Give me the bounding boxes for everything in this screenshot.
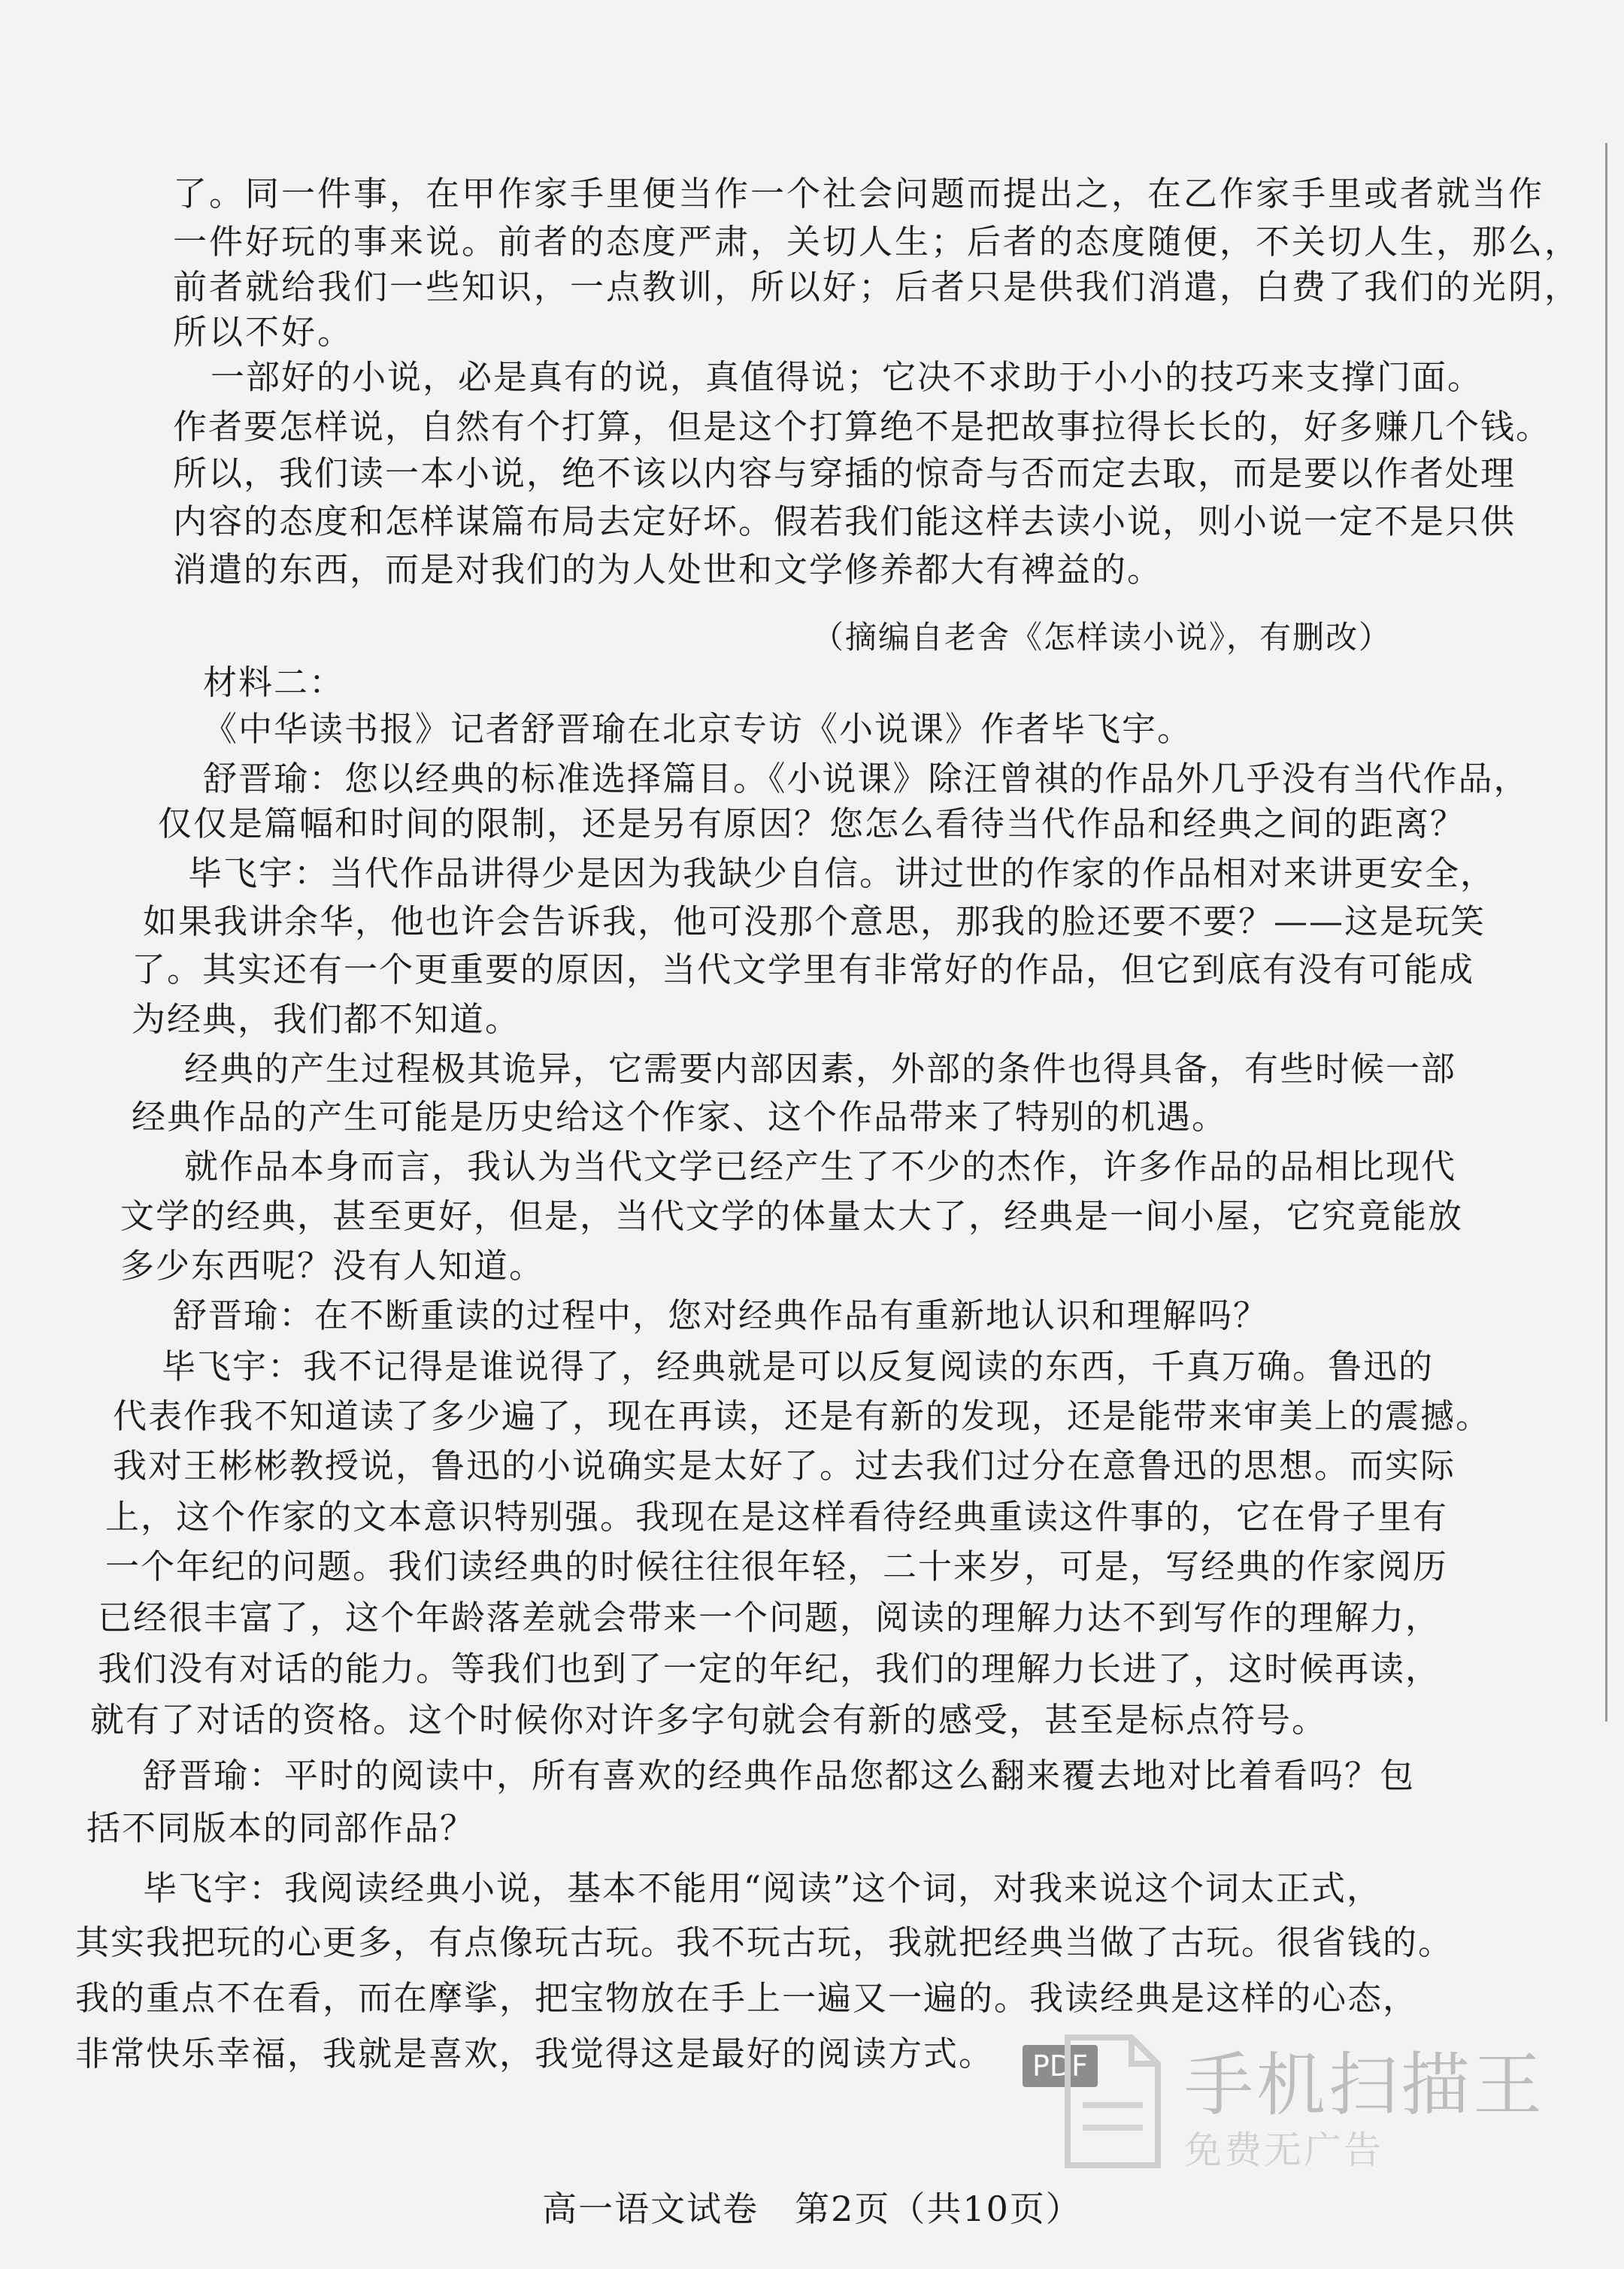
passage-line: 就有了对话的资格。这个时候你对许多字句就会有新的感受，甚至是标点符号。 xyxy=(90,1700,1328,1740)
passage-line: 前者就给我们一些知识，一点教训，所以好；后者只是供我们消遣，白费了我们的光阴， xyxy=(173,267,1581,307)
passage-line: 我的重点不在看，而在摩挲，把宝物放在手上一遍又一遍的。我读经典是这样的心态， xyxy=(75,1978,1419,2018)
passage-line: 舒晋瑜：您以经典的标准选择篇目。《小说课》除汪曾祺的作品外几乎没有当代作品， xyxy=(203,759,1529,798)
passage-line: 一个年纪的问题。我们读经典的时候往往很年轻，二十来岁，可是，写经典的作家阅历 xyxy=(105,1546,1449,1586)
passage-line: 已经很丰富了，这个年龄落差就会带来一个问题，阅读的理解力达不到写作的理解力， xyxy=(98,1598,1441,1637)
passage-line: 非常快乐幸福，我就是喜欢，我觉得这是最好的阅读方式。 xyxy=(75,2034,995,2074)
watermark-subtitle: 免费无广告 xyxy=(1184,2128,1383,2172)
scan-edge-line xyxy=(1605,143,1607,1722)
passage-line: 所以不好。 xyxy=(173,312,354,352)
passage-line: 毕飞宇：我不记得是谁说得了，经典就是可以反复阅读的东西，千真万确。鲁迅的 xyxy=(162,1347,1435,1386)
passage-line: 《中华读书报》记者舒晋瑜在北京专访《小说课》作者毕飞宇。 xyxy=(203,709,1193,749)
passage-line: 经典作品的产生可能是历史给这个作家、这个作品带来了特别的机遇。 xyxy=(132,1097,1228,1137)
passage-line: 舒晋瑜：平时的阅读中，所有喜欢的经典作品您都这么翻来覆去地对比着看吗？包 xyxy=(143,1756,1416,1795)
page-footer: 高一语文试卷 第2页（共10页） xyxy=(542,2189,1082,2229)
passage-line: 一件好玩的事来说。前者的态度严肃，关切人生；后者的态度随便，不关切人生，那么， xyxy=(173,222,1581,262)
passage-line: 就作品本身而言，我认为当代文学已经产生了不少的杰作，许多作品的品相比现代 xyxy=(184,1147,1457,1186)
passage-line: 我对王彬彬教授说，鲁迅的小说确实是太好了。过去我们过分在意鲁迅的思想。而实际 xyxy=(113,1446,1456,1486)
scanner-watermark xyxy=(1023,2022,1549,2180)
passage-line: 了。其实还有一个更重要的原因，当代文学里有非常好的作品，但它到底有没有可能成 xyxy=(132,950,1475,989)
passage-line: 多少东西呢？没有人知道。 xyxy=(120,1246,545,1286)
passage-line: 一部好的小说，必是真有的说，真值得说；它决不求助于小小的技巧来支撑门面。 xyxy=(211,357,1483,397)
passage-line: 毕飞宇：当代作品讲得少是因为我缺少自信。讲过世的作家的作品相对来讲更安全， xyxy=(188,853,1496,893)
passage-line: 代表作我不知道读了多少遍了，现在再读，还是有新的发现，还是能带来审美上的震撼。 xyxy=(113,1396,1492,1436)
pdf-badge-icon: PDF xyxy=(1023,2045,1098,2087)
document-icon xyxy=(1060,2030,1165,2173)
passage-line: 所以，我们读一本小说，绝不该以内容与穿插的惊奇与否而定去取，而是要以作者处理 xyxy=(173,453,1516,493)
passage-line: 其实我把玩的心更多，有点像玩古玩。我不玩古玩，我就把经典当做了古玩。很省钱的。 xyxy=(75,1922,1454,1962)
passage-line: 作者要怎样说，自然有个打算，但是这个打算绝不是把故事拉得长长的，好多赚几个钱。 xyxy=(173,407,1552,447)
passage-line: 我们没有对话的能力。等我们也到了一定的年纪，我们的理解力长进了，这时候再读， xyxy=(98,1649,1441,1689)
passage-line: 为经典，我们都不知道。 xyxy=(132,999,521,1039)
passage-line: 经典的产生过程极其诡异，它需要内部因素，外部的条件也得具备，有些时候一部 xyxy=(184,1049,1457,1089)
passage-line: 内容的态度和怎样谋篇布局去定好坏。假若我们能这样去读小说，则小说一定不是只供 xyxy=(173,501,1516,541)
passage-line: 文学的经典，甚至更好，但是，当代文学的体量太大了，经典是一间小屋，它究竟能放 xyxy=(120,1196,1464,1236)
passage-line: 了。同一件事，在甲作家手里便当作一个社会问题而提出之，在乙作家手里或者就当作 xyxy=(173,174,1545,214)
watermark-brand: 手机扫描王 xyxy=(1184,2045,1546,2125)
passage-line: 如果我讲余华，他也许会告诉我，他可没那个意思，那我的脸还要不要？——这是玩笑 xyxy=(143,901,1486,941)
passage-line: 上，这个作家的文本意识特别强。我现在是这样看待经典重读这件事的，它在骨子里有 xyxy=(105,1497,1449,1537)
passage-line: 消遣的东西，而是对我们的为人处世和文学修养都大有裨益的。 xyxy=(173,550,1163,589)
passage-source: （摘编自老舍《怎样读小说》，有删改） xyxy=(812,619,1392,656)
passage-line: 舒晋瑜：在不断重读的过程中，您对经典作品有重新地认识和理解吗？ xyxy=(173,1295,1269,1335)
passage-line: 括不同版本的同部作品？ xyxy=(86,1808,476,1848)
passage-line: 毕飞宇：我阅读经典小说，基本不能用“阅读”这个词，对我来说这个词太正式， xyxy=(143,1868,1383,1908)
passage-line: 仅仅是篇幅和时间的限制，还是另有原因？您怎么看待当代作品和经典之间的距离？ xyxy=(158,804,1466,844)
material-heading: 材料二： xyxy=(203,662,345,702)
